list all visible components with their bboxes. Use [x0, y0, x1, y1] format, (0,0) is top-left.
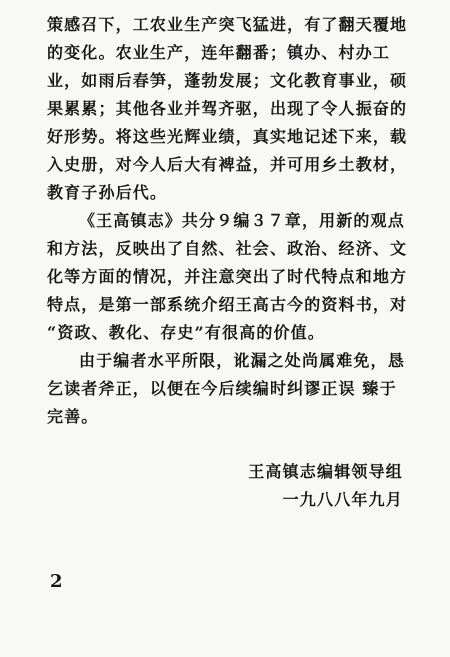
text-line-11: 特点，是第一部系统介绍王高古今的资料书，对: [47, 295, 408, 314]
text-line-8: 《王高镇志》共分９编３７章，用新的观点: [79, 211, 405, 230]
page-number: 2: [50, 571, 63, 592]
text-line-13: 由于编者水平所限，讹漏之处尚属难免，恳: [79, 351, 405, 370]
text-line-4: 果累累；其他各业并驾齐驱，出现了令人振奋的: [47, 99, 408, 118]
signature-block: [143, 458, 403, 514]
text-line-2: 的变化。农业生产，连年翻番；镇办、村办工: [47, 43, 391, 62]
text-line-5: 好形势。将这些光辉业绩，真实地记述下来，载: [47, 127, 408, 146]
text-line-10: 化等方面的情况，并注意突出了时代特点和地方: [47, 267, 408, 286]
text-line-14: 乞读者斧正，以便在今后续编时纠谬正误 臻于: [47, 379, 397, 398]
text-line-15: 完善。: [47, 407, 99, 426]
body-text: [47, 11, 419, 431]
text-line-7: 教育子孙后代。: [47, 183, 168, 202]
signature-organization: 王高镇志编辑领导组: [248, 462, 403, 481]
text-line-6: 入史册，对今人后大有裨益，并可用乡土教材，: [47, 155, 408, 174]
signature-date: 一九八八年九月: [282, 490, 403, 509]
text-line-3: 业，如雨后春笋，蓬勃发展；文化教育事业，硕: [47, 71, 408, 90]
text-line-9: 和方法，反映出了自然、社会、政治、经济、文: [47, 239, 408, 258]
text-line-1: 策感召下，工农业生产突飞猛进，有了翻天覆地: [47, 15, 408, 34]
text-line-12: “资政、教化、存史”有很高的价值。: [47, 323, 325, 342]
